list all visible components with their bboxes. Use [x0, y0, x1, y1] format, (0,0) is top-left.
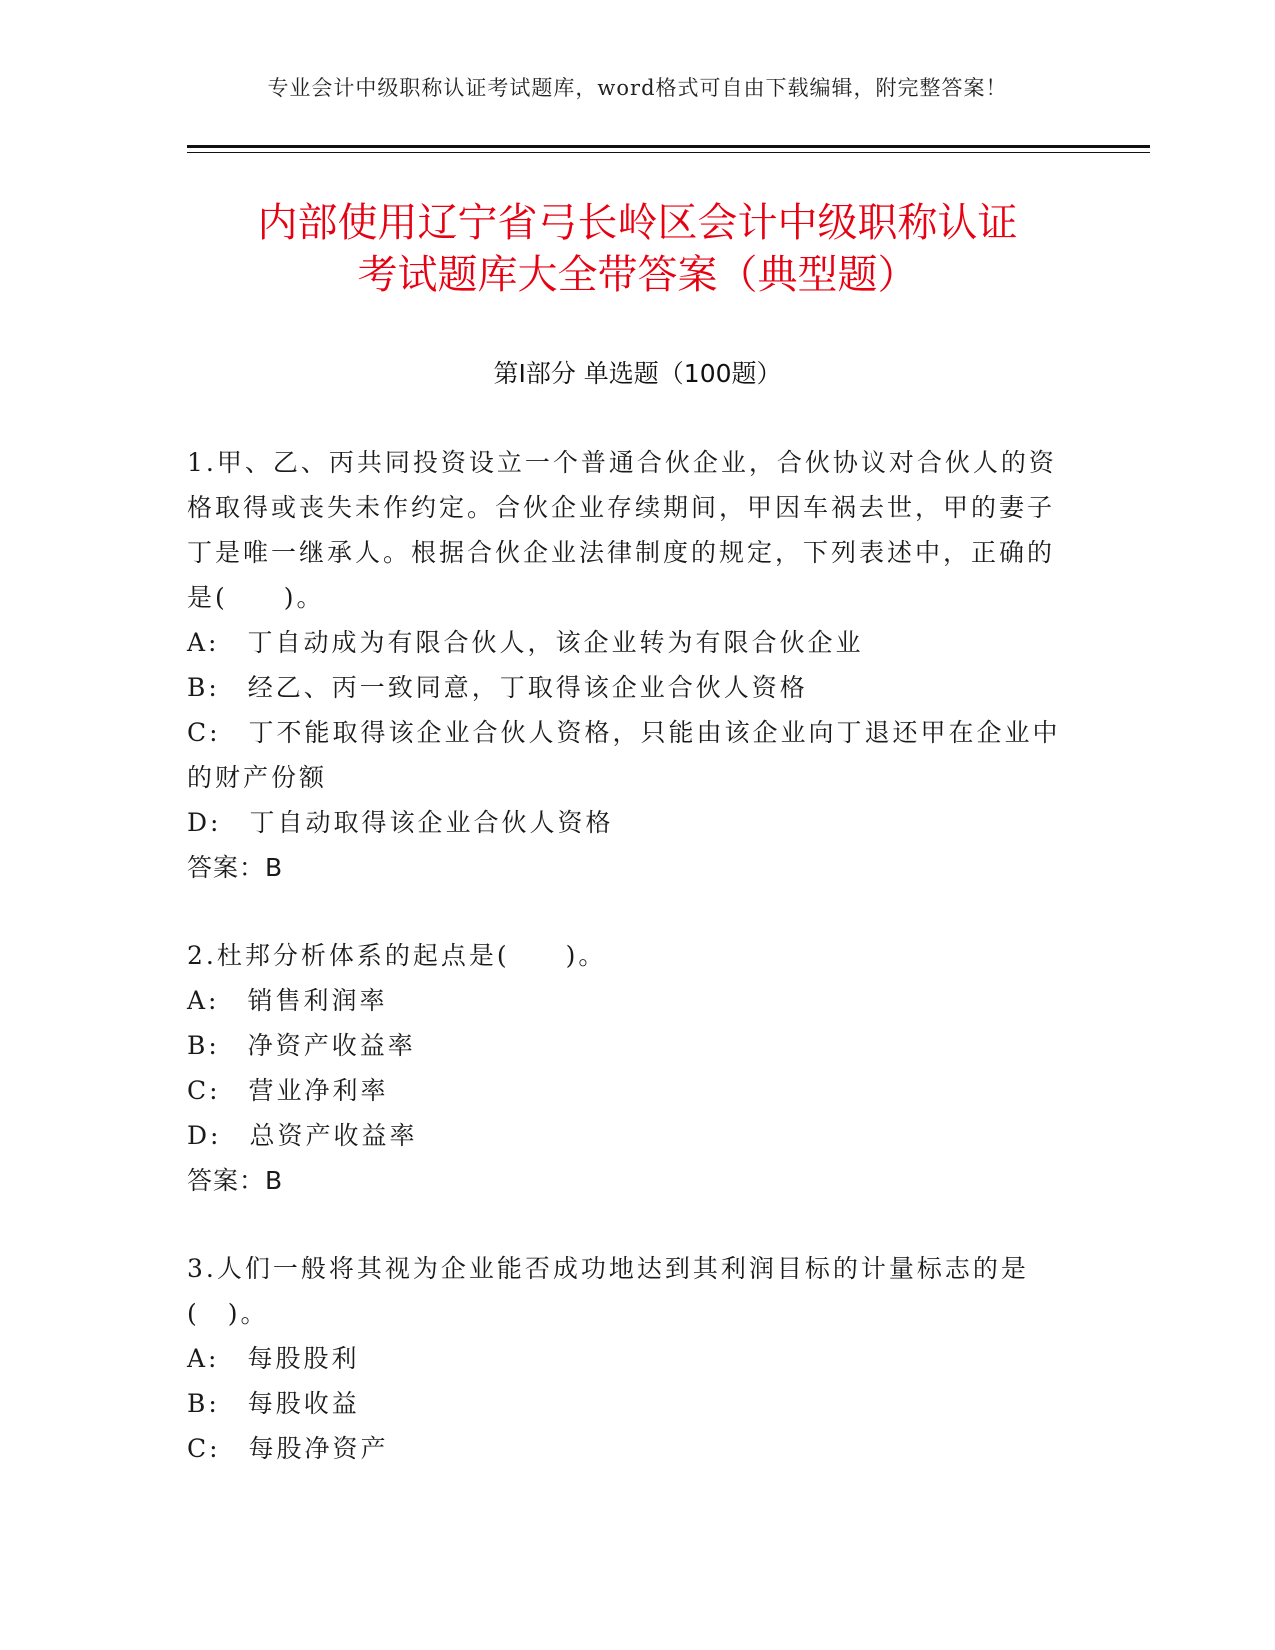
option-b: B: 经乙、丙一致同意，丁取得该企业合伙人资格 — [187, 673, 808, 702]
option-d: D: 丁自动取得该企业合伙人资格 — [187, 808, 614, 837]
question-stem: 1.甲、乙、丙共同投资设立一个普通合伙企业，合伙协议对合伙人的资格取得或丧失未作约定。合伙企业存续期间，甲因车祸去世，甲的妻子丁是唯一继承人。根据合伙企业法律制度的规定，下列表述中，正确的是( )。 — [187, 448, 1057, 612]
question-2 — [187, 933, 1077, 1203]
header-rule-thick — [187, 145, 1150, 148]
question-1 — [187, 440, 1077, 890]
option-c: C: 营业净利率 — [187, 1076, 389, 1105]
answer: 答案：B — [187, 853, 284, 882]
option-c: C: 每股净资产 — [187, 1434, 389, 1463]
document-title-line-1: 内部使用辽宁省弓长岭区会计中级职称认证 — [257, 200, 1018, 246]
option-b: B: 每股收益 — [187, 1389, 360, 1418]
header-rule-thin — [187, 152, 1150, 153]
document-title-line-2: 考试题库大全带答案（典型题） — [357, 252, 918, 298]
document-title — [0, 197, 1275, 301]
option-d: D: 总资产收益率 — [187, 1121, 418, 1150]
option-b: B: 净资产收益率 — [187, 1031, 416, 1060]
question-stem: 2.杜邦分析体系的起点是( )。 — [187, 941, 607, 970]
option-c: C: 丁不能取得该企业合伙人资格，只能由该企业向丁退还甲在企业中的财产份额 — [187, 718, 1061, 792]
option-a: A: 丁自动成为有限合伙人，该企业转为有限合伙企业 — [187, 628, 864, 657]
option-a: A: 每股股利 — [187, 1344, 360, 1373]
question-list — [187, 440, 1077, 1514]
header-note: 专业会计中级职称认证考试题库，word格式可自由下载编辑，附完整答案！ — [267, 76, 1008, 100]
option-a: A: 销售利润率 — [187, 986, 388, 1015]
question-stem: 3.人们一般将其视为企业能否成功地达到其利润目标的计量标志的是( )。 — [187, 1254, 1029, 1328]
answer: 答案：B — [187, 1166, 284, 1195]
question-3 — [187, 1246, 1077, 1471]
section-title: 第Ⅰ部分 单选题（100题） — [493, 359, 782, 388]
